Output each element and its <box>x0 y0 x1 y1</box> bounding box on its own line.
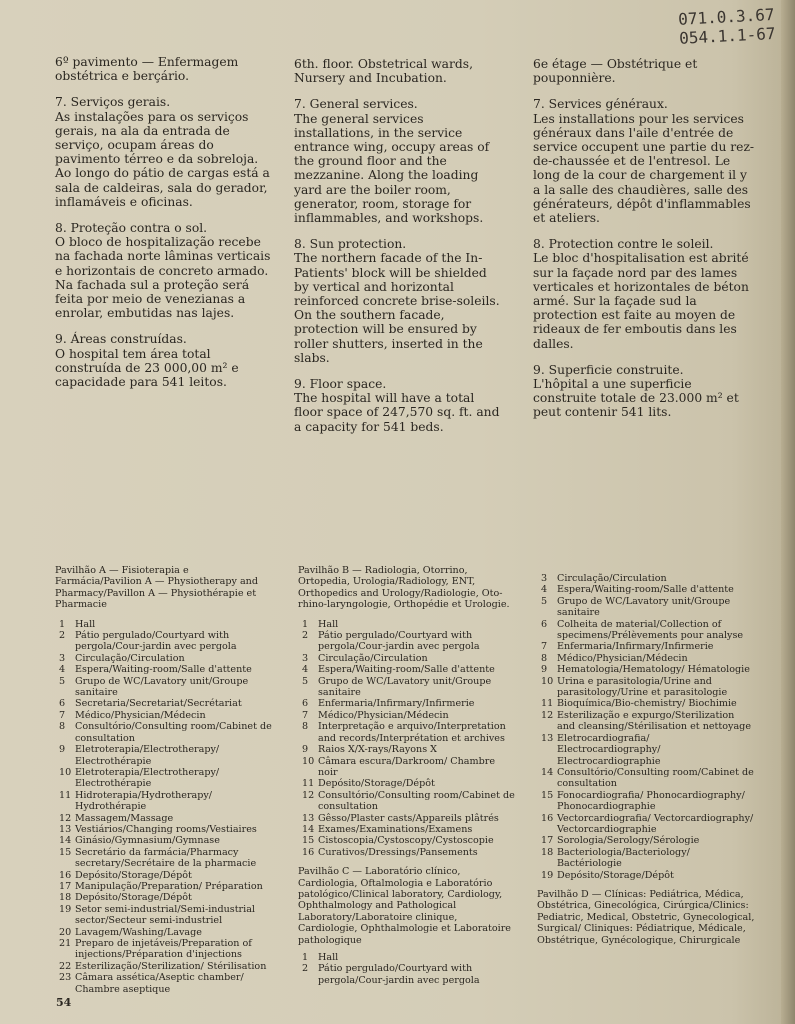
legend-item <box>298 790 516 813</box>
legend-item-text: Hematologia/Hematology/ Hématologie <box>557 664 750 676</box>
legend-item <box>298 676 516 699</box>
legend-item-number: 11 <box>59 789 72 801</box>
legend-item-number: 14 <box>59 835 72 847</box>
section-8-pt <box>55 221 277 320</box>
legend-item <box>298 756 516 779</box>
legend-item-text: Interpretação e arquivo/Interpretation and records/Interprétation et archives <box>318 721 506 744</box>
legend-item <box>298 813 516 824</box>
legend-item-text: Exames/Examinations/Examens <box>318 823 473 835</box>
legend-item-text: Médico/Physician/Médecin <box>318 709 449 721</box>
section-8-fr <box>533 237 755 351</box>
legend-item-number: 7 <box>302 709 309 721</box>
legend-item <box>298 835 516 846</box>
legend-item <box>298 778 516 789</box>
legend-item-text: Fonocardiografia/ Phonocardiography/ Phonocardiographie <box>557 789 745 813</box>
legend-item-text: Hall <box>75 618 96 630</box>
legend-item <box>537 870 755 881</box>
section-heading: 6e étage — Obstétrique et <box>533 57 698 71</box>
archive-stamp <box>654 5 776 49</box>
legend-item-text: Ginásio/Gymnasium/Gymnase <box>75 835 220 847</box>
legend-item-number: 12 <box>541 709 554 721</box>
legend-item-text: Grupo de WC/Lavatory unit/Groupe sanitaire <box>318 675 492 699</box>
stamp-line-2: 054.1.1-67 <box>678 23 776 48</box>
legend-heading-pavilion-d: Pavilhão D — Clínicas: Pediátrica, Médica, Obstétrica, Ginecológica, Cirúrgica/Clinics: Pediatric, Medical, Obstetric, Gynecological, Surgical/ Cliniques: Pédiatrique, Médicale, Obstétrique, Gynécologique, Chirurgicale <box>537 888 755 946</box>
section-body: pouponnière. <box>533 71 616 86</box>
legend-pavilion-c-continued <box>537 573 755 952</box>
section-heading: 7. General services. <box>294 97 418 112</box>
section-9-pt <box>55 332 277 389</box>
legend-item-text: Eletroterapia/Electrotherapy/ Electrothérapie <box>75 744 220 767</box>
legend-pavilion-a <box>55 565 275 995</box>
legend-item <box>298 721 516 744</box>
legend-item-text: Manipulação/Preparation/ Préparation <box>75 880 263 892</box>
legend-item <box>298 710 516 721</box>
legend-item <box>55 972 275 995</box>
legend-item <box>537 664 755 675</box>
legend-item-number: 4 <box>541 584 548 596</box>
legend-item-number: 8 <box>302 721 309 733</box>
legend-item-text: Secretaria/Secretariat/Secrétariat <box>75 698 242 710</box>
legend-item-text: Grupo de WC/Lavatory unit/Groupe sanitaire <box>75 675 249 699</box>
legend-item-number: 9 <box>59 744 66 756</box>
legend-item <box>537 619 755 642</box>
legend-item <box>55 698 275 709</box>
legend-item-text: Curativos/Dressings/Pansements <box>318 846 478 858</box>
legend-item <box>298 963 516 986</box>
section-heading: 6th. floor. Obstetrical wards, <box>294 57 473 71</box>
legend-item <box>55 938 275 961</box>
legend-item <box>298 824 516 835</box>
legend-list <box>55 619 275 995</box>
legend-item-text: Circulação/Circulation <box>318 652 428 664</box>
legend-item <box>298 744 516 755</box>
portuguese-column <box>55 55 277 401</box>
section-body: The hospital will have a total floor space of 247,570 sq. ft. and a capacity for 541 beds. <box>294 391 500 434</box>
legend-item <box>55 767 275 790</box>
legend-item-text: Espera/Waiting-room/Salle d'attente <box>75 664 252 676</box>
legend-item-text: Esterilização e expurgo/Sterilization and cleansing/Stérilisation et nettoyage <box>557 709 752 733</box>
legend-item-number: 6 <box>59 698 66 710</box>
legend-item <box>537 676 755 699</box>
legend-item-number: 5 <box>59 675 66 687</box>
legend-item-text: Vectorcardiografia/ Vectorcardiography/ Vectorcardiographie <box>557 812 754 835</box>
section-body: O bloco de hospitalização recebe na fachada norte lâminas verticais e horizontais de concreto armado. Na fachada sul a proteção será feita por meio de venezianas a enrolar, embutidas nas lajes. <box>55 235 271 321</box>
section-6-en <box>294 57 504 85</box>
legend-item-number: 15 <box>541 789 554 801</box>
legend-list <box>298 619 516 859</box>
section-body: L'hôpital a une superficie construite totale de 23.000 m² et peut contenir 541 lits. <box>533 377 739 420</box>
legend-item-text: Enfermaria/Infirmary/Infirmerie <box>557 641 714 653</box>
legend-item-number: 10 <box>59 766 72 778</box>
section-7-fr <box>533 97 755 225</box>
legend-heading-pavilion-c: Pavilhão C — Laboratório clínico, Cardiologia, Oftalmologia e Laboratório patológico/Clinical laboratory, Cardiology, Ophthalmology and Pathological Laboratory/Laboratoire clinique, Cardiologie, Ophthalmologie et Laboratoire pathologique <box>298 866 511 946</box>
legend-item-number: 2 <box>302 630 309 642</box>
legend-item <box>537 813 755 836</box>
section-heading: 6º pavimento — Enfermagem <box>55 55 239 69</box>
legend-item-number: 9 <box>541 664 548 676</box>
legend-item-number: 22 <box>59 960 72 972</box>
legend-item <box>55 790 275 813</box>
legend-item-text: Raios X/X-rays/Rayons X <box>318 744 437 756</box>
legend-item-text: Preparo de injetáveis/Preparation of injections/Préparation d'injections <box>75 938 252 961</box>
legend-item <box>537 767 755 790</box>
legend-item <box>55 904 275 927</box>
english-column <box>294 57 504 446</box>
legend-item <box>55 744 275 767</box>
legend-item-text: Hidroterapia/Hydrotherapy/ Hydrothérapie <box>75 789 213 813</box>
legend-item-text: Pátio pergulado/Courtyard with pergola/Cour-jardin avec pergola <box>75 630 237 653</box>
legend-heading: Pavilhão B — Radiologia, Otorrino, Ortopedia, Urologia/Radiology, ENT, Orthopedics and Urology/Radiologie, Oto-rhino-laryngologie, Orthopédie et Urologie. <box>298 565 510 611</box>
legend-item <box>55 664 275 675</box>
stamp-line-1: 071.0.3.67 <box>677 4 775 29</box>
legend-item-text: Secretário da farmácia/Pharmacy secretary/Secrétaire de la pharmacie <box>75 846 257 870</box>
legend-item <box>298 630 516 653</box>
section-8-en <box>294 237 504 365</box>
legend-item <box>55 630 275 653</box>
legend-item-text: Bacteriologia/Bacteriology/ Bactériologie <box>557 846 690 870</box>
legend-item-number: 12 <box>302 789 315 801</box>
legend-item <box>537 653 755 664</box>
section-body: The northern facade of the In-Patients' block will be shielded by vertical and horizontal reinforced concrete brise-soleils. On the southern facade, protection will be ensured by roller shutters, inserted in the slabs. <box>294 251 500 365</box>
legend-item-number: 1 <box>302 618 309 630</box>
legend-item-number: 5 <box>302 675 309 687</box>
legend-item <box>55 653 275 664</box>
legend-item-number: 23 <box>59 972 72 984</box>
legend-item-number: 2 <box>59 630 66 642</box>
legend-item-number: 11 <box>541 698 554 710</box>
page-edge-shadow <box>781 0 795 1024</box>
legend-item-number: 4 <box>302 664 309 676</box>
section-body: As instalações para os serviços gerais, na ala da entrada de serviço, ocupam áreas do pavimento térreo e da sobreloja. Ao longo do pátio de cargas está a sala de caldeiras, sala do gerador, inflamáveis e oficinas. <box>55 109 270 209</box>
legend-item-text: Espera/Waiting-room/Salle d'attente <box>557 584 734 596</box>
section-body: Le bloc d'hospitalisation est abrité sur la façade nord par des lames verticales et horizontales de béton armé. Sur la façade sud la protection est faite au moyen de rideaux de fer emboutis dans les dalles. <box>533 251 749 351</box>
legend-item-number: 10 <box>302 755 315 767</box>
legend-item-text: Bioquímica/Bio-chemistry/ Biochimie <box>557 698 737 710</box>
legend-item-text: Massagem/Massage <box>75 812 174 824</box>
legend-item <box>298 619 516 630</box>
legend-item <box>537 641 755 652</box>
section-heading: 9. Superficie construite. <box>533 362 684 377</box>
legend-item <box>298 664 516 675</box>
section-6-fr <box>533 57 755 85</box>
legend-item <box>55 927 275 938</box>
section-body: O hospital tem área total construída de 23 000,00 m² e capacidade para 541 leitos. <box>55 346 239 390</box>
legend-item <box>55 813 275 824</box>
legend-item <box>55 721 275 744</box>
section-7-pt <box>55 95 277 209</box>
legend-item-text: Eletroterapia/Electrotherapy/ Electrothérapie <box>75 766 220 790</box>
legend-item-text: Esterilização/Sterilization/ Stérilisation <box>75 960 267 972</box>
french-column <box>533 57 755 432</box>
section-heading: 9. Áreas construídas. <box>55 332 187 347</box>
legend-item-text: Hall <box>318 618 339 630</box>
legend-item-number: 17 <box>59 880 72 892</box>
section-body: Nursery and Incubation. <box>294 71 447 86</box>
legend-item-number: 14 <box>302 823 315 835</box>
legend-item-text: Lavagem/Washing/Lavage <box>75 926 202 938</box>
legend-item-number: 1 <box>302 952 309 963</box>
legend-item-text: Grupo de WC/Lavatory unit/Groupe sanitaire <box>557 595 731 619</box>
legend-item-number: 18 <box>541 846 554 858</box>
legend-item-number: 17 <box>541 835 554 847</box>
legend-item-text: Espera/Waiting-room/Salle d'attente <box>318 664 495 676</box>
legend-item-number: 3 <box>302 652 309 664</box>
legend-item <box>298 847 516 858</box>
legend-item-number: 6 <box>302 698 309 710</box>
legend-item-number: 7 <box>541 641 548 653</box>
legend-item-text: Consultório/Consulting room/Cabinet de consultation <box>318 789 515 813</box>
legend-item <box>537 698 755 709</box>
legend-item-number: 18 <box>59 892 72 904</box>
legend-item-number: 13 <box>541 732 554 744</box>
legend-item <box>55 824 275 835</box>
legend-item-text: Gêsso/Plaster casts/Appareils plâtrés <box>318 812 499 824</box>
section-heading: 9. Floor space. <box>294 377 387 392</box>
legend-item-number: 5 <box>541 595 548 607</box>
legend-item-text: Cistoscopia/Cystoscopy/Cystoscopie <box>318 835 494 847</box>
legend-item-text: Médico/Physician/Médecin <box>557 652 688 664</box>
legend-heading: Pavilhão A — Fisioterapia e Farmácia/Pavilion A — Physiotherapy and Pharmacy/Pavillon A — Physiothérapie et Pharmacie <box>55 565 259 611</box>
legend-item-text: Depósito/Storage/Dépôt <box>75 869 192 881</box>
legend-item <box>537 573 755 584</box>
legend-item-text: Câmara escura/Darkroom/ Chambre noir <box>318 755 495 778</box>
legend-item-text: Circulação/Circulation <box>557 573 667 584</box>
section-9-fr <box>533 363 755 420</box>
section-heading: 7. Serviços gerais. <box>55 95 171 110</box>
section-heading: 7. Services généraux. <box>533 97 668 112</box>
legend-item <box>537 835 755 846</box>
legend-pavilion-b <box>298 565 516 986</box>
legend-item-text: Sorologia/Serology/Sérologie <box>557 835 700 847</box>
legend-list <box>298 952 516 986</box>
legend-item-text: Vestiários/Changing rooms/Vestiaires <box>75 823 257 835</box>
legend-item-number: 16 <box>541 812 554 824</box>
legend-item-text: Enfermaria/Infirmary/Infirmerie <box>318 698 475 710</box>
section-heading: 8. Sun protection. <box>294 237 407 252</box>
legend-item-number: 15 <box>302 835 315 847</box>
section-body: Les installations pour les services généraux dans l'aile d'entrée de service occupent une partie du rez-de-chaussée et de l'entresol. Le long de la cour de chargement il y a la salle des chaudières, salle des générateurs, dépôt d'inflammables et ateliers. <box>533 111 755 226</box>
legend-item-number: 14 <box>541 766 554 778</box>
legend-item-text: Consultório/Consulting room/Cabinet de consultation <box>75 721 272 744</box>
legend-item-number: 8 <box>541 652 548 664</box>
legend-item-text: Consultório/Consulting room/Cabinet de consultation <box>557 766 754 790</box>
legend-item-text: Circulação/Circulation <box>75 652 185 664</box>
legend-item-number: 8 <box>59 721 66 733</box>
legend-item-number: 21 <box>59 938 72 949</box>
legend-item-number: 6 <box>541 618 548 630</box>
legend-item-number: 19 <box>541 869 554 881</box>
legend-item-number: 11 <box>302 778 315 790</box>
legend-item <box>537 733 755 767</box>
legend-item-number: 7 <box>59 709 66 721</box>
legend-item-number: 15 <box>59 846 72 858</box>
legend-item-number: 16 <box>59 869 72 881</box>
legend-item <box>55 881 275 892</box>
legend-item-number: 4 <box>59 664 66 676</box>
legend-item <box>537 790 755 813</box>
legend-item-text: Pátio pergulado/Courtyard with pergola/Cour-jardin avec pergola <box>318 630 480 653</box>
legend-item-number: 3 <box>59 652 66 664</box>
section-heading: 8. Proteção contra o sol. <box>55 221 208 236</box>
legend-item <box>55 835 275 846</box>
legend-item <box>55 870 275 881</box>
legend-item <box>55 892 275 903</box>
legend-item <box>55 710 275 721</box>
legend-item-number: 2 <box>302 963 309 975</box>
legend-item-text: Urina e parasitologia/Urine and parasitology/Urine et parasitologie <box>557 675 728 699</box>
legend-item-text: Depósito/Storage/Dépôt <box>318 778 435 790</box>
legend-item-text: Câmara assética/Aseptic chamber/ Chambre aseptique <box>75 972 244 995</box>
legend-item-text: Médico/Physician/Médecin <box>75 709 206 721</box>
legend-item-number: 1 <box>59 618 66 630</box>
legend-item-number: 16 <box>302 846 315 858</box>
legend-item-text: Depósito/Storage/Dépôt <box>75 892 192 904</box>
section-body: obstétrica e berçário. <box>55 69 190 84</box>
section-6-pt <box>55 55 277 83</box>
legend-item-number: 13 <box>302 812 315 824</box>
legend-item <box>537 710 755 733</box>
legend-item <box>55 847 275 870</box>
legend-item <box>537 847 755 870</box>
legend-item <box>55 961 275 972</box>
legend-item-number: 19 <box>59 903 72 915</box>
legend-item-text: Pátio pergulado/Courtyard with pergola/Cour-jardin avec pergola <box>318 963 480 986</box>
section-9-en <box>294 377 504 434</box>
legend-item-text: Eletrocardiografia/ Electrocardiography/ Electrocardiographie <box>557 732 661 767</box>
legend-item <box>298 653 516 664</box>
legend-item-number: 9 <box>302 744 309 756</box>
section-7-en <box>294 97 504 225</box>
legend-list <box>537 573 755 881</box>
legend-item <box>537 584 755 595</box>
legend-item-number: 13 <box>59 823 72 835</box>
legend-item-number: 3 <box>541 573 548 584</box>
section-body: The general services installations, in the service entrance wing, occupy areas of the ground floor and the mezzanine. Along the loading yard are the boiler room, generator, room, storage for inflammables, and workshops. <box>294 111 490 226</box>
legend-item-number: 12 <box>59 812 72 824</box>
legend-item <box>298 952 516 963</box>
page-number: 54 <box>56 996 72 1009</box>
legend-item <box>537 596 755 619</box>
legend-item-number: 20 <box>59 926 72 938</box>
legend-item-text: Depósito/Storage/Dépôt <box>557 869 674 881</box>
legend-item-number: 10 <box>541 675 554 687</box>
legend-item <box>55 676 275 699</box>
legend-item <box>55 619 275 630</box>
legend-item-text: Setor semi-industrial/Semi-industrial sector/Secteur semi-industriel <box>75 903 255 927</box>
legend-item-text: Colheita de material/Collection of specimens/Prélèvements pour analyse <box>557 618 744 642</box>
legend-item <box>298 698 516 709</box>
legend-item-text: Hall <box>318 952 339 963</box>
section-heading: 8. Protection contre le soleil. <box>533 237 714 252</box>
